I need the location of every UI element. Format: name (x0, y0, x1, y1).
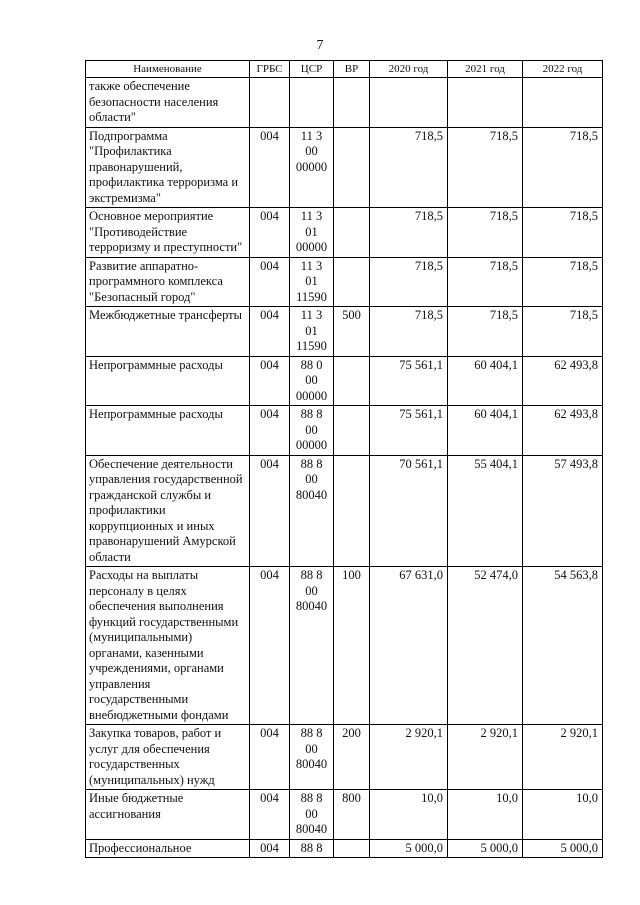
cell-2020: 70 561,1 (370, 455, 448, 567)
cell-2020: 2 920,1 (370, 725, 448, 790)
table-row (86, 208, 603, 258)
table-row (86, 725, 603, 790)
cell-vr (334, 455, 370, 567)
cell-2022: 2 920,1 (523, 725, 603, 790)
cell-csr: 11 3 01 11590 (290, 257, 334, 307)
header-name: Наименование (86, 61, 250, 78)
cell-grbs: 004 (250, 567, 290, 725)
header-2022: 2022 год (523, 61, 603, 78)
header-csr: ЦСР (290, 61, 334, 78)
cell-2020 (370, 78, 448, 128)
cell-2022: 57 493,8 (523, 455, 603, 567)
cell-2020: 718,5 (370, 307, 448, 357)
table-row (86, 356, 603, 406)
cell-csr (290, 78, 334, 128)
cell-2020: 718,5 (370, 208, 448, 258)
cell-grbs: 004 (250, 839, 290, 858)
table-row (86, 455, 603, 567)
cell-2021: 718,5 (448, 208, 523, 258)
table-body (86, 78, 603, 858)
cell-grbs: 004 (250, 257, 290, 307)
cell-grbs (250, 78, 290, 128)
cell-vr (334, 356, 370, 406)
budget-table (85, 60, 603, 858)
cell-csr: 88 0 00 00000 (290, 356, 334, 406)
cell-name: Профессиональное (86, 839, 250, 858)
cell-2021: 5 000,0 (448, 839, 523, 858)
cell-2021: 718,5 (448, 257, 523, 307)
cell-2022: 54 563,8 (523, 567, 603, 725)
cell-2022: 62 493,8 (523, 356, 603, 406)
table-row (86, 307, 603, 357)
cell-grbs: 004 (250, 307, 290, 357)
table-row (86, 78, 603, 128)
table-row (86, 790, 603, 840)
cell-2021 (448, 78, 523, 128)
cell-2020: 10,0 (370, 790, 448, 840)
cell-name: Расходы на выплаты персоналу в целях обеспечения выполнения функций государственными (муниципальными) органами, казенными учреждениями, органами управления государственными внебюджетными фондами (86, 567, 250, 725)
cell-csr: 11 3 01 00000 (290, 208, 334, 258)
header-grbs: ГРБС (250, 61, 290, 78)
cell-2020: 5 000,0 (370, 839, 448, 858)
cell-2021: 60 404,1 (448, 406, 523, 456)
table-row (86, 839, 603, 858)
cell-csr: 88 8 00 80040 (290, 790, 334, 840)
cell-csr: 88 8 00 00000 (290, 406, 334, 456)
cell-grbs: 004 (250, 406, 290, 456)
table-header-row (86, 61, 603, 78)
cell-vr (334, 257, 370, 307)
cell-2021: 52 474,0 (448, 567, 523, 725)
cell-vr (334, 208, 370, 258)
cell-2022: 718,5 (523, 257, 603, 307)
cell-grbs: 004 (250, 356, 290, 406)
cell-vr: 500 (334, 307, 370, 357)
cell-2021: 10,0 (448, 790, 523, 840)
cell-grbs: 004 (250, 790, 290, 840)
header-2021: 2021 год (448, 61, 523, 78)
cell-name: Подпрограмма "Профилактика правонарушений, профилактика терроризма и экстремизма" (86, 127, 250, 208)
cell-2021: 55 404,1 (448, 455, 523, 567)
cell-2022: 718,5 (523, 127, 603, 208)
cell-2021: 718,5 (448, 307, 523, 357)
cell-2022 (523, 78, 603, 128)
cell-csr: 88 8 00 80040 (290, 725, 334, 790)
cell-vr: 200 (334, 725, 370, 790)
cell-name: Обеспечение деятельности управления государственной гражданской службы и профилактики коррупционных и иных правонарушений Амурской области (86, 455, 250, 567)
cell-csr: 88 8 00 80040 (290, 455, 334, 567)
cell-2022: 62 493,8 (523, 406, 603, 456)
cell-2022: 5 000,0 (523, 839, 603, 858)
cell-name: Непрограммные расходы (86, 356, 250, 406)
cell-vr (334, 406, 370, 456)
cell-grbs: 004 (250, 127, 290, 208)
table-row (86, 127, 603, 208)
header-vr: ВР (334, 61, 370, 78)
cell-csr: 11 3 01 11590 (290, 307, 334, 357)
cell-2022: 718,5 (523, 208, 603, 258)
cell-2021: 2 920,1 (448, 725, 523, 790)
cell-2020: 75 561,1 (370, 406, 448, 456)
cell-name: Межбюджетные трансферты (86, 307, 250, 357)
cell-vr: 100 (334, 567, 370, 725)
cell-2020: 75 561,1 (370, 356, 448, 406)
table-row (86, 257, 603, 307)
cell-csr: 88 8 00 80040 (290, 567, 334, 725)
cell-grbs: 004 (250, 208, 290, 258)
cell-name: Непрограммные расходы (86, 406, 250, 456)
table-row (86, 406, 603, 456)
cell-2021: 60 404,1 (448, 356, 523, 406)
cell-vr (334, 127, 370, 208)
cell-name: Основное мероприятие "Противодействие терроризму и преступности" (86, 208, 250, 258)
table-row (86, 567, 603, 725)
cell-grbs: 004 (250, 725, 290, 790)
cell-vr: 800 (334, 790, 370, 840)
cell-csr: 88 8 (290, 839, 334, 858)
cell-name: Иные бюджетные ассигнования (86, 790, 250, 840)
cell-csr: 11 3 00 00000 (290, 127, 334, 208)
cell-2021: 718,5 (448, 127, 523, 208)
cell-name: Развитие аппаратно-программного комплекса "Безопасный город" (86, 257, 250, 307)
cell-vr (334, 78, 370, 128)
cell-2020: 718,5 (370, 257, 448, 307)
cell-grbs: 004 (250, 455, 290, 567)
cell-2020: 718,5 (370, 127, 448, 208)
cell-2022: 10,0 (523, 790, 603, 840)
cell-name: также обеспечение безопасности населения области" (86, 78, 250, 128)
page-number: 7 (316, 38, 324, 53)
cell-2020: 67 631,0 (370, 567, 448, 725)
cell-name: Закупка товаров, работ и услуг для обеспечения государственных (муниципальных) нужд (86, 725, 250, 790)
header-2020: 2020 год (370, 61, 448, 78)
cell-2022: 718,5 (523, 307, 603, 357)
cell-vr (334, 839, 370, 858)
